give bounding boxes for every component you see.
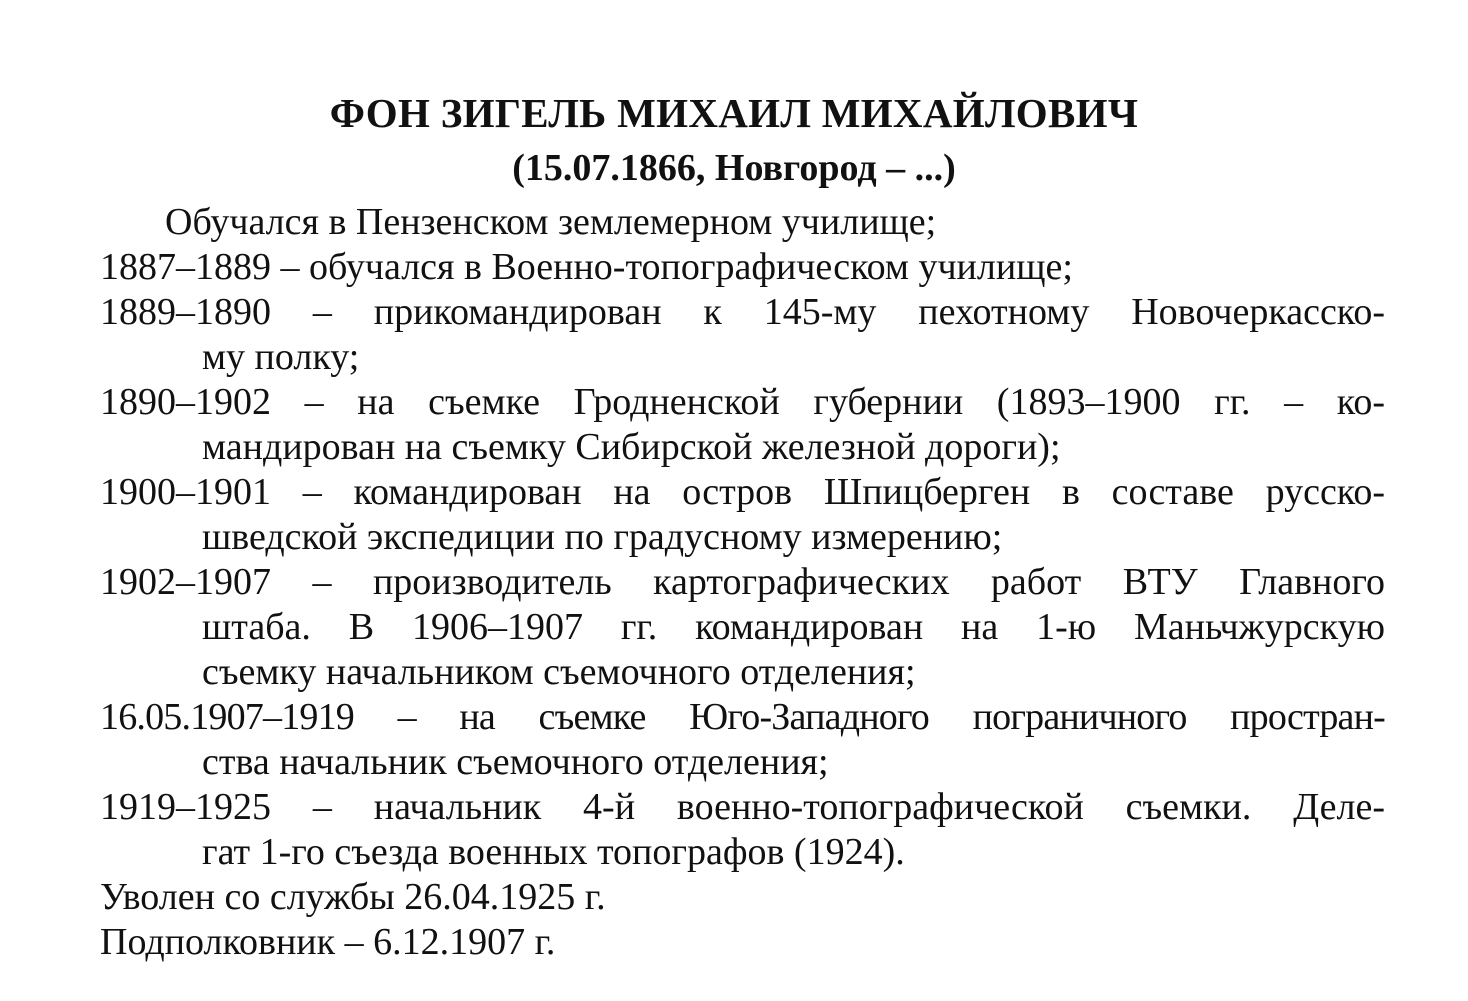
text-line: съемку начальником съемочного отделения;	[202, 651, 916, 693]
text-line: Подполковник – 6.12.1907 г.	[100, 921, 556, 963]
text-line: ства начальник съемочного отделения;	[202, 741, 829, 783]
text-line: 1887–1889 – обучался в Военно-топографическом училище;	[100, 246, 1073, 288]
text-line: 1889–1890 – прикомандирован к 145-му пехотному Новочеркасско-	[100, 291, 1385, 333]
text-line: 1900–1901 – командирован на остров Шпицберген в составе русско-	[100, 471, 1385, 513]
text-line: 1919–1925 – начальник 4-й военно-топографической съемки. Деле-	[100, 786, 1385, 828]
text-line: гат 1-го съезда военных топографов (1924).	[202, 831, 905, 873]
biography-text	[100, 200, 1385, 965]
page-subtitle: (15.07.1866, Новгород – ...)	[512, 147, 956, 189]
text-line: мандирован на съемку Сибирской железной дороги);	[202, 426, 1061, 468]
text-line: штаба. В 1906–1907 гг. командирован на 1-ю Маньчжурскую	[202, 606, 1385, 648]
text-line: 1890–1902 – на съемке Гродненской губернии (1893–1900 гг. – ко-	[100, 381, 1385, 423]
text-line: 16.05.1907–1919 – на съемке Юго-Западного пограничного простран-	[100, 696, 1385, 738]
text-line: шведской экспедиции по градусному измерению;	[202, 516, 1003, 558]
page-title: ФОН ЗИГЕЛЬ МИХАИЛ МИХАЙЛОВИЧ	[329, 90, 1139, 136]
text-line: Уволен со службы 26.04.1925 г.	[100, 876, 606, 918]
text-line: 1902–1907 – производитель картографических работ ВТУ Главного	[100, 561, 1385, 603]
text-line: му полку;	[202, 336, 360, 378]
text-line: Обучался в Пензенском землемерном училище;	[165, 201, 937, 243]
